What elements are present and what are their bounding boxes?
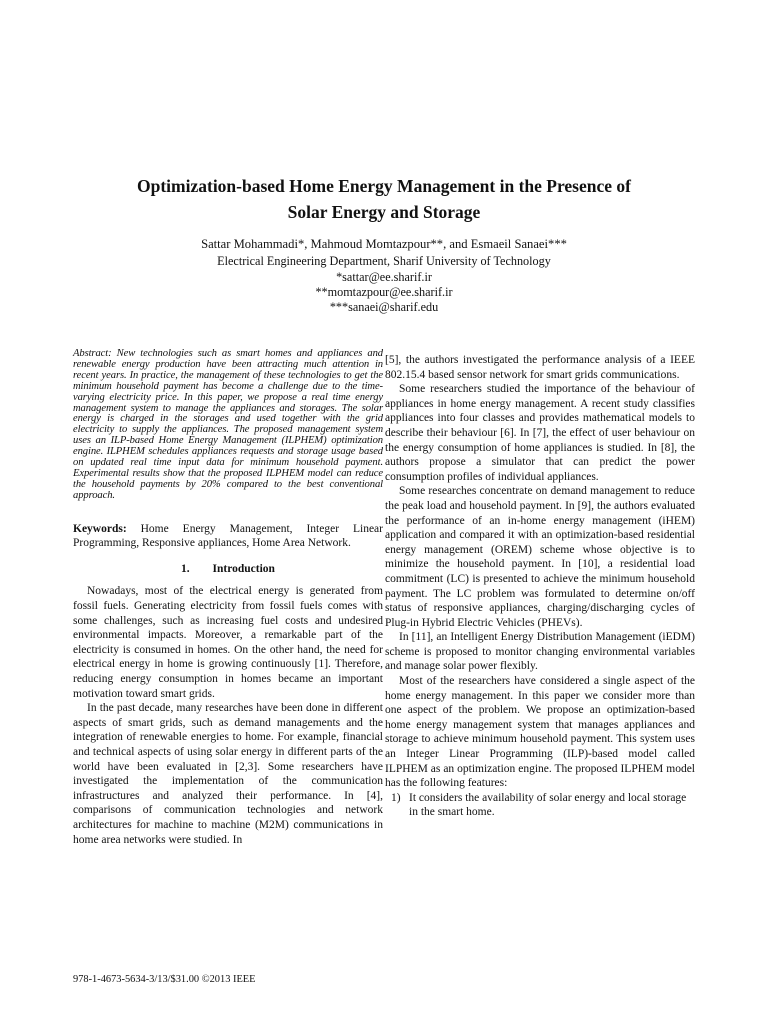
email-2: **momtazpour@ee.sharif.ir [315,284,453,299]
right-paragraph-1: [5], the authors investigated the performance analysis of a IEEE 802.15.4 based sensor network for smart grids communications. [385,354,695,381]
abstract [73,349,383,502]
keywords [73,522,383,551]
email-1: *sattar@ee.sharif.ir [336,269,432,284]
feature-list-item [385,791,695,820]
keywords-label: Keywords: [73,522,127,535]
right-column [385,353,695,820]
right-paragraph-2: Some researchers studied the importance of the behaviour of appliances in home energy management. A recent study classifies appliances into four classes and provides mathematical models to describe their behaviour [6]. In [7], the effect of user behaviour on the energy consumption of home appliances is studied. In [8], the authors propose a simulator that can predict the power consumption profiles of individual appliances. [385,383,695,483]
section-title: Introduction [212,562,275,575]
right-paragraph-3: Some researches concentrate on demand management to reduce the peak load and household payment. In [9], the authors evaluated the performance of an in-home energy management (iHEM) application and compared it with an optimization-based residential energy management (OREM) scheme whose objective is to minimize the household payment. In [10], a residential load commitment (LC) is presented to achieve the minimum household payment. The LC problem was formulated to determine on/off status of responsive appliances, charging/discharging cycles of Plug-in Hybrid Electric Vehicles (PHEVs). [385,485,695,629]
intro-paragraph-1: Nowadays, most of the electrical energy is generated from fossil fuels. Generating electricity from fossil fuels comes with some challenges, such as increasing fuel costs and undesired environmental impacts. Moreover, a remarkable part of the electricity is consumed in homes. On the other hand, the need for electrical energy in home is growing continuously [1]. Therefore, reducing energy consumption in homes became an important motivation toward smart grids. [73,585,383,700]
right-paragraph-5: Most of the researchers have considered a single aspect of the home energy management. In this paper we consider more than one aspect of the problem. We propose an optimization-based home energy management system that manages appliances and storage to achieve minimum household payment. This system uses an Integer Linear Programming (ILP)-based model called ILPHEM as an optimization engine. The proposed ILPHEM model has the following features: [385,675,695,790]
intro-paragraph-2: In the past decade, many researches have been done in different aspects of smart grids, such as demand managements and the integration of renewable energies to home. For example, financial and technical aspects of using solar energy in different parts of the world have been evaluated in [2,3]. Some researchers have investigated the implementation of the communication infrastructures and analyzed their performance. In [4], comparisons of communication technologies and network architectures for machine to machine (M2M) communications in home area networks were studied. In [73,702,383,846]
email-3: ***sanaei@sharif.edu [329,300,439,315]
right-paragraph-4: In [11], an Intelligent Energy Distribution Management (iEDM) scheme is proposed to monitor changing environmental variables and manage solar power flexibly. [385,631,695,673]
paper-title [60,173,708,225]
section-number: 1. [181,562,190,575]
abstract-text: New technologies such as smart homes and appliances and renewable energy production have been attracting much attention in recent years. In practice, the management of these technologies to get the minimum household payment has become a challenge due to the time-varying electricity price. In this paper, we propose a real time energy management system to manage the appliances and storages. The solar energy is charged in the storages and used together with the grid electricity to supply the appliances. The proposed management system uses an ILP-based Home Energy Management (ILPHEM) optimization engine. ILPHEM schedules appliances requests and storage usage based on updated real time input data for minimum household payment. Experimental results show that the proposed ILPHEM model can reduce the household payments by 20% compared to the best conventional approach. [73,348,383,501]
author-names: Sattar Mohammadi*, Mahmoud Momtazpour**, and Esmaeil Sanaei*** [201,237,567,251]
list-item-number: 1) [391,791,401,804]
left-column [73,349,383,847]
title-line-1: Optimization-based Home Energy Management in the Presence of [137,176,631,196]
abstract-label: Abstract: [73,348,112,359]
section-heading [73,562,383,577]
affiliation: Electrical Engineering Department, Sharif University of Technology [217,254,551,269]
title-line-2: Solar Energy and Storage [287,202,481,222]
list-item-text: It considers the availability of solar energy and local storage in the smart home. [409,791,687,819]
author-block [60,237,708,315]
copyright-footer: 978-1-4673-5634-3/13/$31.00 ©2013 IEEE [73,974,256,985]
keywords-text: Home Energy Management, Integer Linear Programming, Responsive appliances, Home Area Network. [73,522,383,550]
